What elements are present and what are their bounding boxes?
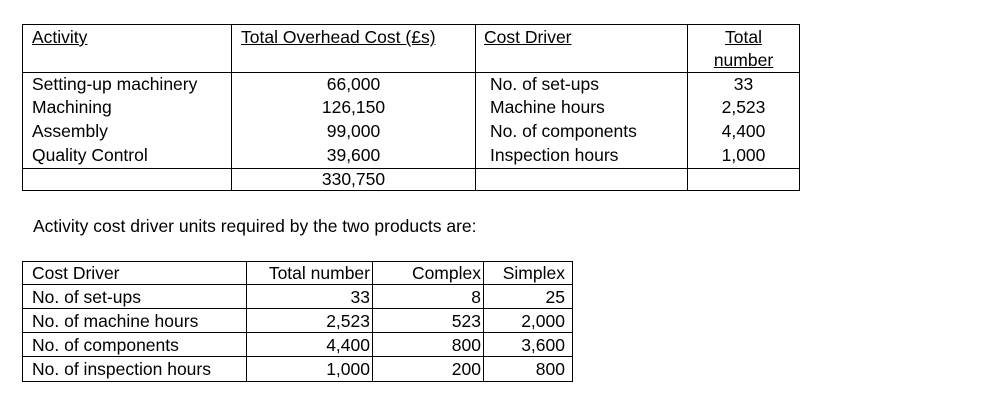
row-complex: 523 (451, 311, 481, 331)
row-number: 33 (733, 74, 754, 94)
row-driver: No. of set-ups (32, 287, 141, 307)
row-activity: Assembly (32, 121, 108, 141)
row-complex: 8 (471, 287, 481, 307)
row-total: 33 (350, 287, 370, 307)
overhead-cost-table (22, 24, 800, 191)
row-total: 4,400 (326, 335, 370, 355)
header-total-number-line1: Total (725, 27, 762, 47)
row-driver: No. of components (32, 335, 179, 355)
row-driver: Machine hours (490, 97, 605, 117)
row-driver: No. of set-ups (490, 74, 599, 94)
header-total-cost: Total Overhead Cost (£s) (241, 27, 436, 47)
row-number: 2,523 (721, 97, 766, 117)
row-number: 4,400 (721, 121, 766, 141)
row-cost: 66,000 (326, 74, 381, 94)
total-overhead-cost: 330,750 (321, 169, 386, 189)
row-total: 2,523 (326, 311, 370, 331)
row-cost: 99,000 (326, 121, 381, 141)
total-cell-driver (475, 168, 688, 191)
row-activity: Setting-up machinery (32, 74, 198, 94)
total-cell-activity (22, 168, 232, 191)
header-total-number-line2: number (713, 50, 774, 70)
total-cell-number (687, 168, 800, 191)
row-number: 1,000 (721, 145, 766, 165)
row-simplex: 2,000 (521, 311, 565, 331)
header-cost-driver: Cost Driver (32, 263, 120, 283)
row-driver: No. of components (490, 121, 637, 141)
header-cost-driver: Cost Driver (484, 27, 572, 47)
row-cost: 39,600 (326, 145, 381, 165)
header-complex: Complex (411, 263, 481, 283)
row-complex: 800 (451, 335, 481, 355)
row-driver: Inspection hours (490, 145, 619, 165)
cost-driver-units-table (22, 261, 573, 381)
caption-text: Activity cost driver units required by the two products are: (33, 216, 477, 236)
header-total-number: Total number (268, 263, 370, 283)
row-cost: 126,150 (321, 97, 386, 117)
row-activity: Machining (32, 97, 112, 117)
row-activity: Quality Control (32, 145, 148, 165)
row-simplex: 800 (535, 359, 565, 379)
row-driver: No. of inspection hours (32, 359, 211, 379)
row-total: 1,000 (326, 359, 370, 379)
header-activity: Activity (32, 27, 88, 47)
row-driver: No. of machine hours (32, 311, 199, 331)
row-simplex: 3,600 (521, 335, 565, 355)
header-simplex: Simplex (502, 263, 565, 283)
row-simplex: 25 (545, 287, 565, 307)
row-complex: 200 (451, 359, 481, 379)
